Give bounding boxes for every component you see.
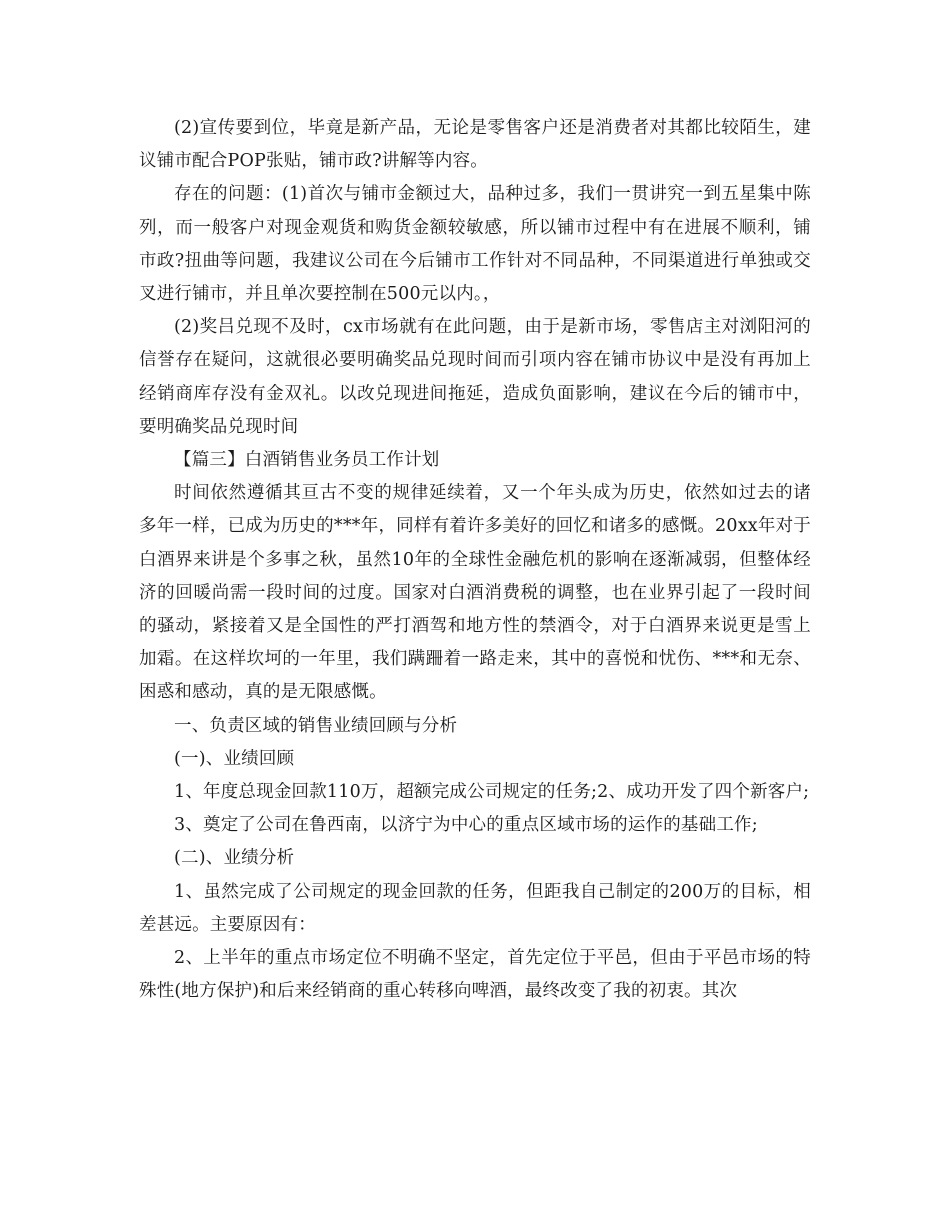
- subheading-performance-analysis: (二)、业绩分析: [174, 848, 295, 869]
- paragraph-review-item-1: 1、年度总现金回款110万，超额完成公司规定的任务;2、成功开发了四个新客户;: [174, 782, 810, 803]
- paragraph-intro: 时间依然遵循其亘古不变的规律延续着，又一个年头成为历史，依然如过去的诸多年一样，已成为历史的***年，同样有着许多美好的回忆和诸多的感慨。20xx年对于白酒界来讲是个多事之秋，虽然10年的全球性金融危机的影响在逐渐减弱，但整体经济的回暖尚需一段时间的过度。国家对白酒消费税的调整，也在业界引起了一段时间的骚动，紧接着又是全国性的严打酒驾和地方性的禁酒令，对于白酒界来说更是雪上加霜。在这样坎坷的一年里，我们蹒跚着一路走来，其中的喜悦和忧伤、***和无奈、困惑和感动，真的是无限感慨。: [139, 483, 811, 703]
- subheading-performance-review: (一)、业绩回顾: [174, 748, 295, 769]
- paragraph-analysis-item-1: 1、虽然完成了公司规定的现金回款的任务，但距我自己制定的200万的目标，相差甚远。主要原因有：: [139, 881, 811, 935]
- paragraph-prize-redemption: (2)奖吕兑现不及时，cx市场就有在此问题，由于是新市场，零售店主对浏阳河的信誉存在疑问，这就很必要明确奖品兑现时间而引项内容在铺市协议中是没有再加上经销商库存没有金双礼。以改兑现进间拖延，造成负面影响，建议在今后的铺市中，要明确奖品兑现时间: [139, 317, 811, 437]
- paragraph-analysis-item-2: 2、上半年的重点市场定位不明确不坚定，首先定位于平邑，但由于平邑市场的特殊性(地方保护)和后来经销商的重心转移向啤酒，最终改变了我的初衷。其次: [139, 948, 811, 1002]
- paragraph-promotion: (2)宣传要到位，毕竟是新产品，无论是零售客户还是消费者对其都比较陌生，建议铺市配合POP张贴，铺市政?讲解等内容。: [139, 118, 811, 172]
- document-body: [139, 112, 811, 1008]
- section-heading-part-three: 【篇三】白酒销售业务员工作计划: [174, 450, 440, 471]
- paragraph-problems: 存在的问题：(1)首次与铺市金额过大，品种过多，我们一贯讲究一到五星集中陈列，而一般客户对现金观货和购货金额较敏感，所以铺市过程中有在进展不顺利，铺市政?扭曲等问题，我建议公司在今后铺市工作针对不同品种，不同渠道进行单独或交叉进行铺市，并且单次要控制在500元以内。，: [139, 184, 811, 305]
- heading-sales-review: 一、负责区域的销售业绩回顾与分析: [174, 715, 458, 736]
- paragraph-review-item-3: 3、奠定了公司在鲁西南，以济宁为中心的重点区域市场的运作的基础工作;: [174, 815, 758, 836]
